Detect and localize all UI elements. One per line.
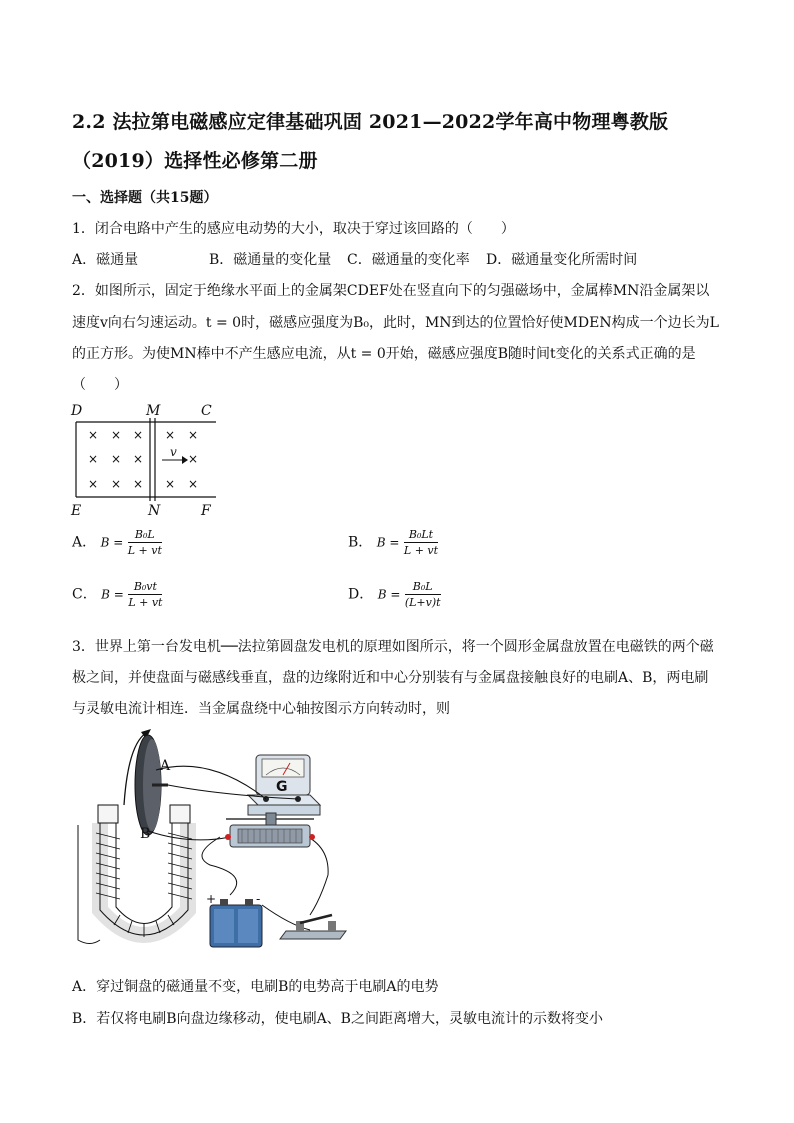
field-x: × — [187, 477, 199, 491]
battery-plus-label: + — [206, 892, 217, 906]
formula-lhs: B = — [101, 587, 124, 602]
label-m: M — [146, 403, 161, 419]
q2-option-c — [72, 580, 162, 609]
formula-lhs: B = — [100, 535, 124, 550]
option-letter: D． — [348, 586, 374, 603]
q3-option-b: B．若仅将电刷B向盘边缘移动，使电刷A、B之间距离增大，灵敏电流计的示数将变小 — [72, 1011, 603, 1027]
q3-stem-line-2: 极之间，并使盘面与磁感线垂直，盘的边缘附近和中心分别装有与金属盘接触良好的电刷A、B，两电刷 — [72, 670, 709, 686]
fraction — [128, 580, 162, 609]
fraction — [128, 528, 162, 557]
field-x: × — [110, 428, 122, 442]
formula-lhs: B = — [376, 535, 400, 550]
field-x: × — [187, 452, 199, 466]
fraction — [404, 528, 438, 557]
q2-stem-line-2: 速度v向右匀速运动。t = 0时，磁感应强度为B₀，此时，MN到达的位置恰好使MDEN构成一个边长为L — [72, 315, 719, 331]
label-e: E — [71, 503, 82, 519]
label-d: D — [71, 403, 83, 419]
label-c: C — [201, 403, 212, 419]
galvanometer — [248, 755, 320, 815]
q3-faraday-generator-diagram — [70, 725, 370, 955]
field-x: × — [187, 428, 199, 442]
numerator: B₀L — [128, 528, 162, 543]
field-x: × — [164, 477, 176, 491]
q2-frame-diagram — [66, 400, 226, 520]
field-x: × — [87, 428, 99, 442]
q1-option-b: B．磁通量的变化量 — [209, 252, 332, 268]
battery — [206, 892, 262, 947]
q1-option-c: C．磁通量的变化率 — [347, 252, 470, 268]
field-x: × — [87, 477, 99, 491]
q1-option-d: D．磁通量变化所需时间 — [486, 252, 638, 268]
q2-stem-line-4: （ ） — [72, 377, 128, 393]
q3-stem-line-3: 与灵敏电流计相连．当金属盘绕中心轴按图示方向转动时，则 — [72, 701, 450, 717]
denominator: (L+v)t — [404, 596, 441, 609]
field-x: × — [87, 452, 99, 466]
knife-switch — [280, 915, 346, 939]
formula-lhs: B = — [377, 587, 401, 602]
document-title-line-2: （2019）选择性必修第二册 — [72, 150, 318, 172]
fraction — [405, 580, 441, 609]
denominator: L + vt — [403, 544, 439, 557]
svg-text:v: v — [170, 445, 177, 459]
field-x: × — [132, 477, 144, 491]
document-title-line-1: 2.2 法拉第电磁感应定律基础巩固 2021—2022学年高中物理粤教版 — [72, 111, 669, 133]
field-x: × — [110, 477, 122, 491]
field-x: × — [132, 428, 144, 442]
denominator: L + vt — [128, 596, 163, 609]
battery-minus-label: - — [256, 892, 261, 906]
galvanometer-label: G — [276, 779, 288, 795]
section-heading: 一、选择题（共15题） — [72, 190, 218, 206]
option-letter: A． — [72, 534, 97, 551]
q2-option-b — [348, 528, 438, 557]
q2-stem-line-3: 的正方形。为使MN棒中不产生感应电流，从t = 0开始，磁感应强度B随时间t变化的关系式正确的是 — [72, 346, 696, 362]
q2-stem-line-1: 2．如图所示，固定于绝缘水平面上的金属架CDEF处在竖直向下的匀强磁场中，金属棒MN沿金属架以 — [72, 283, 710, 299]
numerator: B₀Lt — [404, 528, 438, 543]
field-x: × — [110, 452, 122, 466]
label-n: N — [148, 503, 161, 519]
numerator: B₀vt — [128, 580, 162, 595]
denominator: L + vt — [127, 544, 162, 557]
field-x: × — [164, 428, 176, 442]
q2-option-a — [72, 528, 162, 557]
q1-stem: 1．闭合电路中产生的感应电动势的大小，取决于穿过该回路的（ ） — [72, 221, 515, 237]
field-x: × — [132, 452, 144, 466]
rheostat — [225, 813, 315, 847]
option-letter: B． — [348, 534, 373, 551]
brush-b-label: B — [140, 826, 151, 842]
q1-option-a: A．磁通量 — [72, 252, 139, 268]
q3-option-a: A．穿过铜盘的磁通量不变，电刷B的电势高于电刷A的电势 — [72, 979, 439, 995]
label-f: F — [201, 503, 211, 519]
option-letter: C． — [72, 586, 97, 603]
velocity-arrow — [162, 445, 188, 464]
numerator: B₀L — [405, 580, 441, 595]
brush-a-label: A — [160, 758, 171, 774]
q2-option-d — [348, 580, 441, 609]
q3-stem-line-1: 3．世界上第一台发电机──法拉第圆盘发电机的原理如图所示，将一个圆形金属盘放置在电磁铁的两个磁 — [72, 639, 714, 655]
